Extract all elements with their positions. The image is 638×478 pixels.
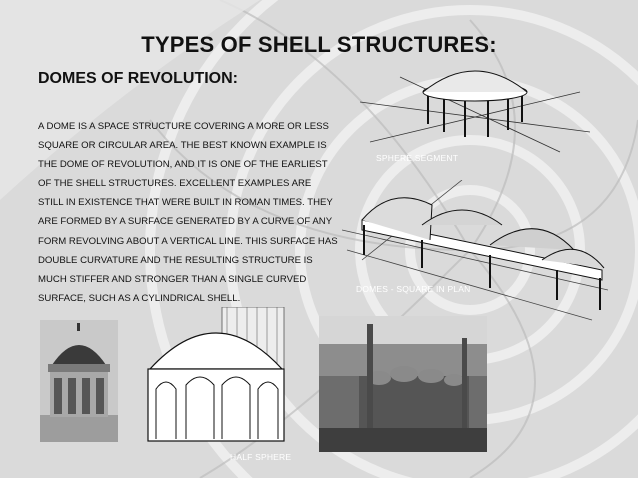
domed-pavilion-photo: [40, 320, 118, 442]
sphere-segment-drawing: [360, 62, 590, 154]
caption-half-sphere: HALF SPHERE: [230, 452, 292, 462]
body-paragraph: A DOME IS A SPACE STRUCTURE COVERING A MORE OR LESS SQUARE OR CIRCULAR AREA. THE BEST KNOWN EXAMPLE IS THE DOME OF REVOLUTION, AND IT IS ONE OF THE EARLIEST OF THE SHELL STRUCTURES. EXCELLENT EXAMPLES ARE STILL IN EXISTENCE THAT WERE BUILT IN ROMAN TIMES. THEY ARE FORMED BY A SURFACE GENERATED BY A CURVE OF ANY FORM REVOLVING ABOUT A VERTICAL LINE. THIS SURFACE HAS DOUBLE CURVATURE AND THE RESULTING STRUCTURE IS MUCH STIFFER AND STRONGER THAN A SINGLE CURVED SURFACE, SUCH AS A CYLINDRICAL SHELL.: [38, 121, 338, 304]
domes-square-plan-drawing: [342, 180, 608, 330]
caption-sphere-segment: SPHERE SEGMENT: [376, 153, 459, 163]
mosque-photo: [319, 316, 487, 452]
half-sphere-drawing: [142, 307, 290, 457]
caption-domes-square: DOMES - SQUARE IN PLAN: [356, 284, 471, 294]
slide-title: TYPES OF SHELL STRUCTURES:: [141, 32, 497, 57]
section-heading: DOMES OF REVOLUTION:: [38, 70, 238, 87]
